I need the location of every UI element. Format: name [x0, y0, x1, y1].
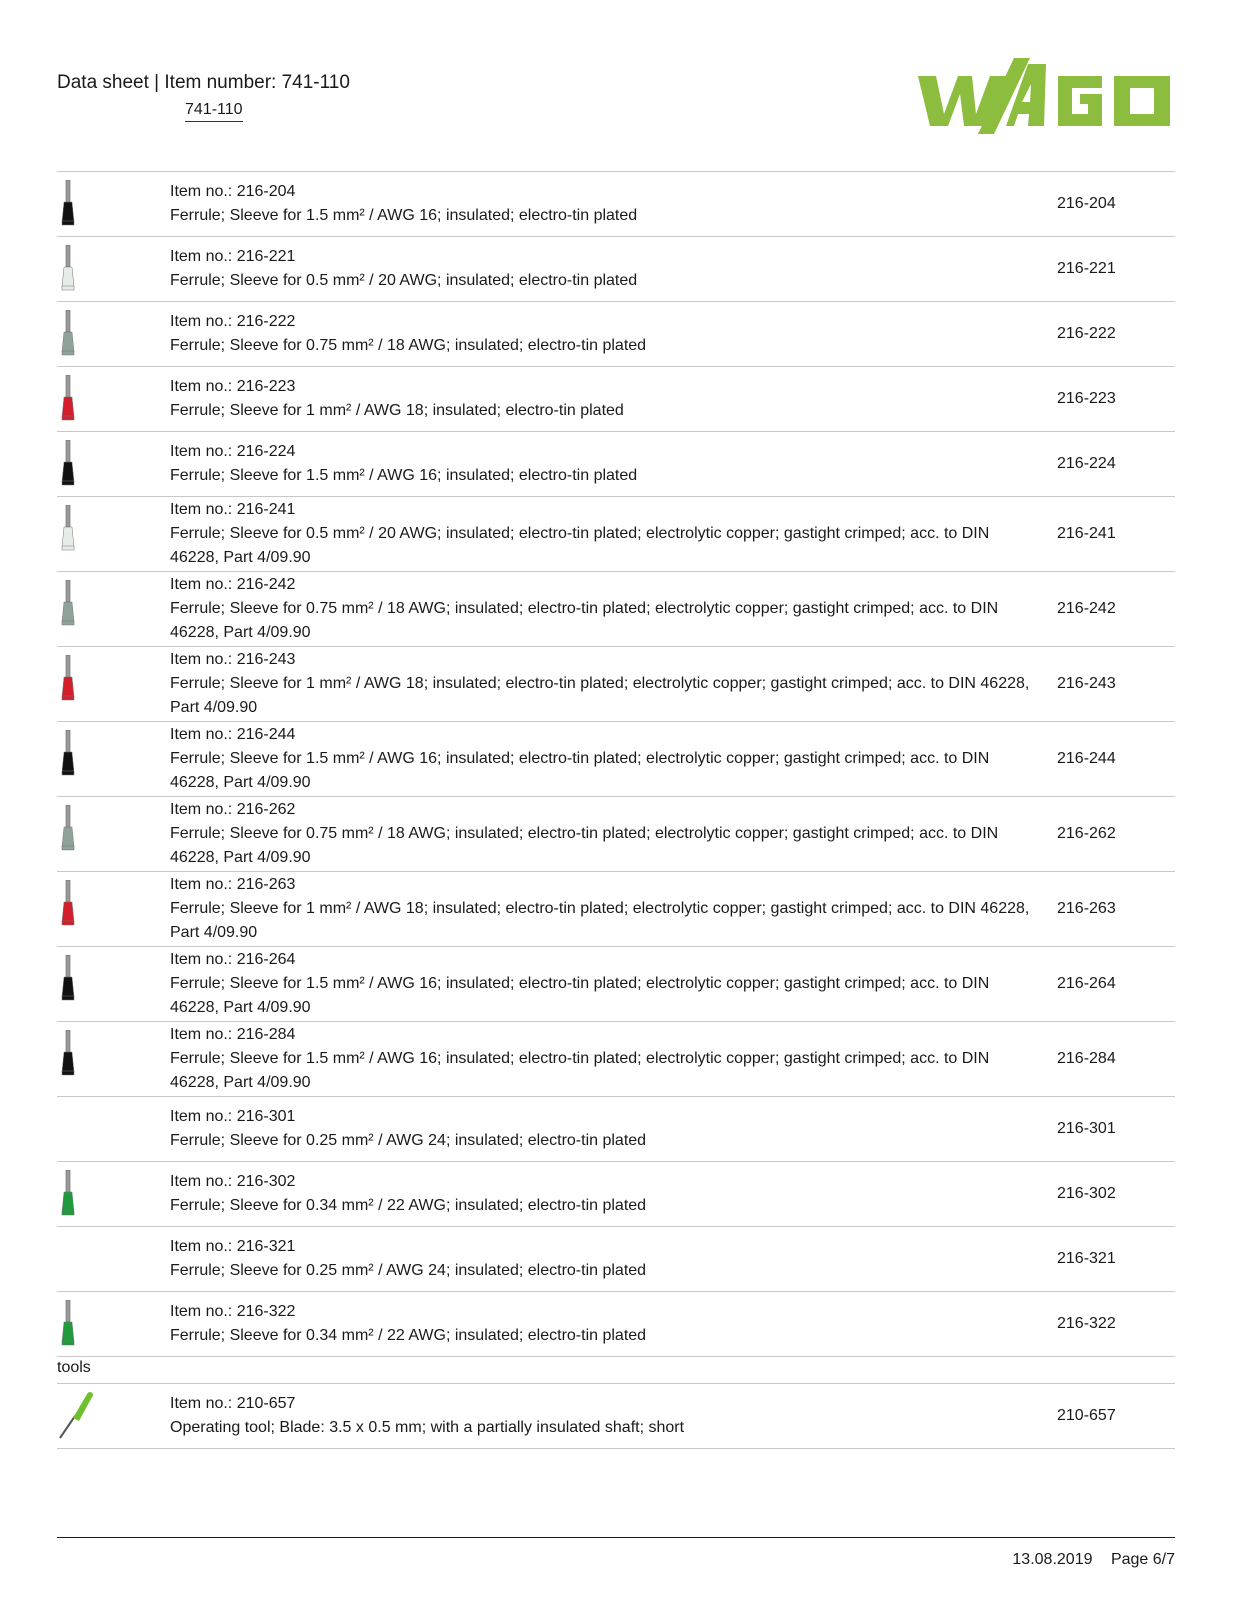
- item-description: Ferrule; Sleeve for 0.25 mm² / AWG 24; insulated; electro-tin plated: [170, 1132, 647, 1149]
- item-number: Item no.: 216-322: [170, 1303, 296, 1320]
- footer-page: Page 6/7: [1110, 1551, 1175, 1568]
- item-text: [170, 1170, 1057, 1218]
- item-number: Item no.: 216-284: [170, 1026, 296, 1043]
- item-text: [170, 180, 1057, 228]
- item-text: [170, 1392, 1057, 1440]
- ferrule-icon: [61, 245, 75, 291]
- item-text: [170, 723, 1057, 795]
- item-description: Ferrule; Sleeve for 1.5 mm² / AWG 16; insulated; electro-tin plated: [170, 467, 638, 484]
- table-row: [57, 572, 1175, 647]
- item-text: [170, 948, 1057, 1020]
- item-number-link[interactable]: 741-110: [185, 101, 243, 122]
- ferrule-thumbnail: [57, 237, 170, 301]
- item-description: Ferrule; Sleeve for 0.25 mm² / AWG 24; insulated; electro-tin plated: [170, 1262, 647, 1279]
- item-text: [170, 798, 1057, 870]
- item-text: [170, 310, 1057, 358]
- ferrule-thumbnail: [57, 647, 170, 721]
- ferrule-icon: [61, 440, 75, 486]
- item-code: 216-221: [1057, 260, 1116, 277]
- item-code: 216-244: [1057, 750, 1116, 767]
- item-number: Item no.: 216-242: [170, 576, 296, 593]
- table-row: [57, 1097, 1175, 1162]
- section-header-tools: [57, 1357, 1175, 1384]
- ferrule-icon: [61, 1170, 75, 1216]
- item-description: Ferrule; Sleeve for 1.5 mm² / AWG 16; insulated; electro-tin plated: [170, 207, 638, 224]
- item-text: [170, 648, 1057, 720]
- item-code: 216-321: [1057, 1250, 1116, 1267]
- item-code: 216-204: [1057, 195, 1116, 212]
- item-description: Ferrule; Sleeve for 1.5 mm² / AWG 16; insulated; electro-tin plated; electrolytic copper; gastight crimped; acc. to DIN 46228, Part 4/09.90: [170, 750, 990, 791]
- item-description: Ferrule; Sleeve for 1 mm² / AWG 18; insulated; electro-tin plated; electrolytic copper; gastight crimped; acc. to DIN 46228, Part 4/09.90: [170, 900, 1030, 941]
- table-row: [57, 1227, 1175, 1292]
- item-description: Ferrule; Sleeve for 0.75 mm² / 18 AWG; insulated; electro-tin plated: [170, 337, 647, 354]
- item-code: 216-262: [1057, 825, 1116, 842]
- ferrule-thumbnail: [57, 1227, 170, 1291]
- table-row: [57, 172, 1175, 237]
- footer: [1012, 1551, 1175, 1569]
- item-code: 216-264: [1057, 975, 1116, 992]
- item-text: [170, 1300, 1057, 1348]
- item-text: [170, 1105, 1057, 1153]
- item-number: Item no.: 210-657: [170, 1395, 296, 1412]
- ferrule-icon: [61, 1300, 75, 1346]
- item-text: [170, 498, 1057, 570]
- ferrule-icon: [61, 505, 75, 551]
- item-code: 216-322: [1057, 1315, 1116, 1332]
- item-code: 216-284: [1057, 1050, 1116, 1067]
- item-code: 216-301: [1057, 1120, 1116, 1137]
- item-text: [170, 573, 1057, 645]
- item-description: Ferrule; Sleeve for 0.5 mm² / 20 AWG; insulated; electro-tin plated: [170, 272, 638, 289]
- ferrule-icon: [61, 1030, 75, 1076]
- ferrule-icon: [61, 730, 75, 776]
- table-row: [57, 237, 1175, 302]
- accessory-list: [57, 171, 1175, 1449]
- item-description: Ferrule; Sleeve for 1.5 mm² / AWG 16; insulated; electro-tin plated; electrolytic copper; gastight crimped; acc. to DIN 46228, Part 4/09.90: [170, 975, 990, 1016]
- item-number: Item no.: 216-221: [170, 248, 296, 265]
- item-code: 216-223: [1057, 390, 1116, 407]
- ferrule-thumbnail: [57, 947, 170, 1021]
- item-number: Item no.: 216-224: [170, 443, 296, 460]
- ferrule-thumbnail: [57, 302, 170, 366]
- item-description: Ferrule; Sleeve for 1.5 mm² / AWG 16; insulated; electro-tin plated; electrolytic copper; gastight crimped; acc. to DIN 46228, Part 4/09.90: [170, 1050, 990, 1091]
- ferrule-thumbnail: [57, 172, 170, 236]
- item-number: Item no.: 216-241: [170, 501, 296, 518]
- page-title: Data sheet | Item number: 741-110: [57, 72, 350, 93]
- table-row: [57, 497, 1175, 572]
- table-row: [57, 647, 1175, 722]
- ferrule-icon: [61, 180, 75, 226]
- item-description: Ferrule; Sleeve for 1 mm² / AWG 18; insulated; electro-tin plated; electrolytic copper; gastight crimped; acc. to DIN 46228, Part 4/09.90: [170, 675, 1030, 716]
- item-code: 210-657: [1057, 1407, 1116, 1424]
- item-code: 216-242: [1057, 600, 1116, 617]
- table-row: [57, 1022, 1175, 1097]
- ferrule-thumbnail: [57, 432, 170, 496]
- table-row: [57, 1292, 1175, 1357]
- item-code: 216-224: [1057, 455, 1116, 472]
- ferrule-thumbnail: [57, 1162, 170, 1226]
- ferrule-icon: [61, 880, 75, 926]
- item-description: Operating tool; Blade: 3.5 x 0.5 mm; with a partially insulated shaft; short: [170, 1419, 685, 1436]
- item-text: [170, 873, 1057, 945]
- item-number: Item no.: 216-243: [170, 651, 296, 668]
- item-text: [170, 1235, 1057, 1283]
- wago-logo: [918, 58, 1174, 142]
- item-number: Item no.: 216-264: [170, 951, 296, 968]
- ferrule-thumbnail: [57, 497, 170, 571]
- item-number: Item no.: 216-302: [170, 1173, 296, 1190]
- item-number: Item no.: 216-321: [170, 1238, 296, 1255]
- table-row: [57, 302, 1175, 367]
- section-label: tools: [57, 1359, 91, 1376]
- item-number: Item no.: 216-262: [170, 801, 296, 818]
- table-row: [57, 1384, 1175, 1449]
- ferrule-thumbnail: [57, 797, 170, 871]
- item-description: Ferrule; Sleeve for 1 mm² / AWG 18; insulated; electro-tin plated: [170, 402, 624, 419]
- item-description: Ferrule; Sleeve for 0.34 mm² / 22 AWG; insulated; electro-tin plated: [170, 1197, 647, 1214]
- ferrule-icon: [61, 805, 75, 851]
- item-code: 216-263: [1057, 900, 1116, 917]
- item-code: 216-222: [1057, 325, 1116, 342]
- ferrule-thumbnail: [57, 1022, 170, 1096]
- ferrule-icon: [61, 955, 75, 1001]
- item-number: Item no.: 216-223: [170, 378, 296, 395]
- table-row: [57, 367, 1175, 432]
- table-row: [57, 1162, 1175, 1227]
- ferrule-icon: [61, 655, 75, 701]
- ferrule-thumbnail: [57, 367, 170, 431]
- item-description: Ferrule; Sleeve for 0.34 mm² / 22 AWG; insulated; electro-tin plated: [170, 1327, 647, 1344]
- table-row: [57, 947, 1175, 1022]
- screwdriver-icon: [57, 1390, 97, 1442]
- item-number: Item no.: 216-222: [170, 313, 296, 330]
- item-text: [170, 375, 1057, 423]
- item-number: Item no.: 216-244: [170, 726, 296, 743]
- ferrule-thumbnail: [57, 572, 170, 646]
- ferrule-thumbnail: [57, 722, 170, 796]
- ferrule-thumbnail: [57, 872, 170, 946]
- item-code: 216-302: [1057, 1185, 1116, 1202]
- item-code: 216-241: [1057, 525, 1116, 542]
- item-number: Item no.: 216-204: [170, 183, 296, 200]
- item-description: Ferrule; Sleeve for 0.75 mm² / 18 AWG; insulated; electro-tin plated; electrolytic copper; gastight crimped; acc. to DIN 46228, Part 4/09.90: [170, 825, 999, 866]
- ferrule-icon: [61, 310, 75, 356]
- table-row: [57, 872, 1175, 947]
- ferrule-thumbnail: [57, 1292, 170, 1356]
- item-code: 216-243: [1057, 675, 1116, 692]
- item-description: Ferrule; Sleeve for 0.75 mm² / 18 AWG; insulated; electro-tin plated; electrolytic copper; gastight crimped; acc. to DIN 46228, Part 4/09.90: [170, 600, 999, 641]
- table-row: [57, 797, 1175, 872]
- item-text: [170, 245, 1057, 293]
- tool-thumbnail: [57, 1384, 170, 1448]
- ferrule-icon: [61, 375, 75, 421]
- item-text: [170, 1023, 1057, 1095]
- item-text: [170, 440, 1057, 488]
- table-row: [57, 432, 1175, 497]
- item-description: Ferrule; Sleeve for 0.5 mm² / 20 AWG; insulated; electro-tin plated; electrolytic copper; gastight crimped; acc. to DIN 46228, Part 4/09.90: [170, 525, 990, 566]
- footer-date: 13.08.2019: [1012, 1551, 1093, 1568]
- item-number: Item no.: 216-301: [170, 1108, 296, 1125]
- item-number: Item no.: 216-263: [170, 876, 296, 893]
- ferrule-thumbnail: [57, 1097, 170, 1161]
- footer-divider: [57, 1537, 1175, 1538]
- ferrule-icon: [61, 580, 75, 626]
- table-row: [57, 722, 1175, 797]
